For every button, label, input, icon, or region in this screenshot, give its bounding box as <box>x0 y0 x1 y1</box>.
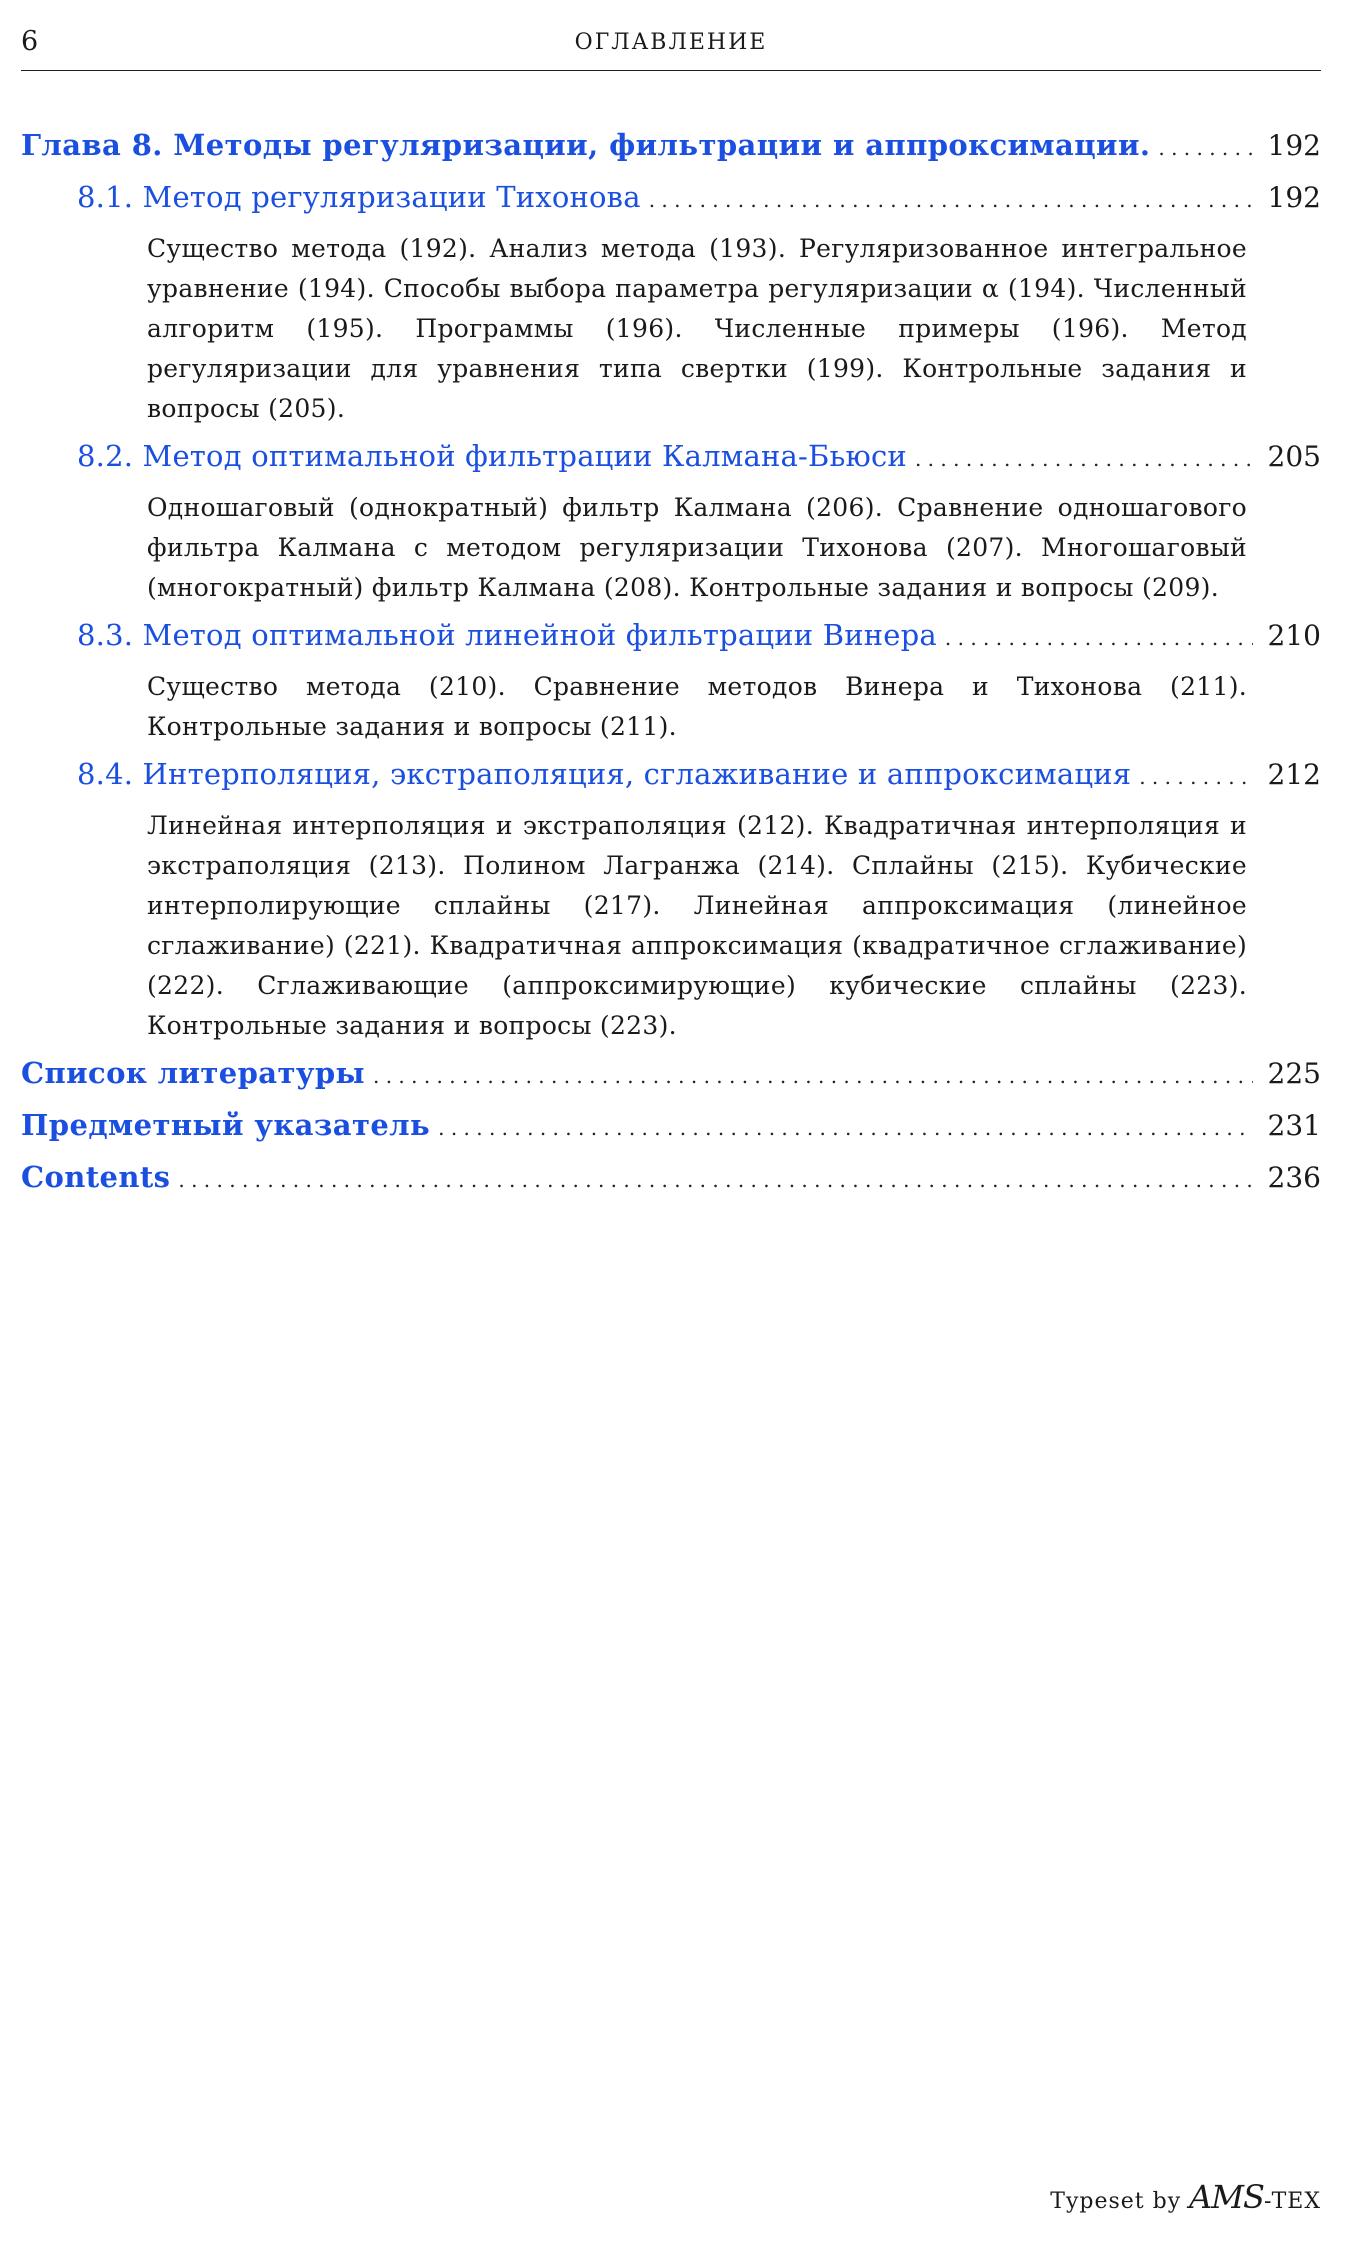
toc-section-8-1-abstract: Существо метода (192). Анализ метода (193). Регуляризованное интегральное уравнение (194). Способы выбора параметра регуляризации α (194). Численный алгоритм (195). Программы (196). Численные примеры (196). Метод регуляризации для уравнения типа свертки (199). Контрольные задания и вопросы (205). <box>147 234 1247 423</box>
dot-leader <box>438 1116 1253 1140</box>
toc-page-ref: 192 <box>1267 129 1321 162</box>
dot-leader <box>945 626 1253 650</box>
toc-section-8-1-link[interactable]: 8.1. Метод регуляризации Тихонова <box>77 180 641 214</box>
toc-section-8-4-link[interactable]: 8.4. Интерполяция, экстраполяция, сглаживание и аппроксимация <box>77 757 1132 791</box>
toc-subject-index <box>21 1108 1321 1160</box>
table-of-contents <box>21 128 1321 1212</box>
toc-bibliography-link[interactable]: Список литературы <box>21 1056 365 1090</box>
toc-bibliography <box>21 1056 1321 1108</box>
toc-page-ref: 210 <box>1267 619 1321 652</box>
tex-logo: -TEX <box>1263 2189 1321 2214</box>
toc-chapter-8-link[interactable]: Глава 8. Методы регуляризации, фильтрации и аппроксимации. <box>21 128 1151 162</box>
toc-section-8-1 <box>21 180 1321 232</box>
toc-contents <box>21 1160 1321 1212</box>
toc-section-8-2-link[interactable]: 8.2. Метод оптимальной фильтрации Калмана-Бьюси <box>77 439 907 473</box>
dot-leader <box>178 1168 1253 1192</box>
toc-section-8-2-abstract: Одношаговый (однократный) фильтр Калмана (206). Сравнение одношагового фильтра Калмана с методом регуляризации Тихонова (207). Многошаговый (многократный) фильтр Калмана (208). Контрольные задания и вопросы (209). <box>147 493 1247 602</box>
typeset-label: Typeset by <box>1050 2189 1182 2214</box>
toc-page-ref: 192 <box>1267 181 1321 214</box>
page-number: 6 <box>21 26 39 57</box>
toc-section-8-4 <box>21 757 1321 809</box>
toc-section-8-3-abstract: Существо метода (210). Сравнение методов Винера и Тихонова (211). Контрольные задания и вопросы (211). <box>147 672 1247 741</box>
toc-section-8-2 <box>21 439 1321 491</box>
toc-page-ref: 225 <box>1267 1057 1321 1090</box>
running-head <box>21 22 1321 71</box>
toc-chapter-8 <box>21 128 1321 180</box>
toc-section-8-4-abstract: Линейная интерполяция и экстраполяция (212). Квадратичная интерполяция и экстраполяция (213). Полином Лагранжа (214). Сплайны (215). Кубические интерполирующие сплайны (217). Линейная аппроксимация (линейное сглаживание) (221). Квадратичная аппроксимация (квадратичное сглаживание) (222). Сглаживающие (аппроксимирующие) кубические сплайны (223). Контрольные задания и вопросы (223). <box>147 811 1247 1040</box>
dot-leader <box>1139 765 1253 789</box>
toc-page-ref: 205 <box>1267 440 1321 473</box>
running-title: ОГЛАВЛЕНИЕ <box>574 30 768 55</box>
dot-leader <box>915 447 1253 471</box>
ams-logo: AMS <box>1189 2178 1264 2216</box>
toc-page-ref: 212 <box>1267 758 1321 791</box>
dot-leader <box>373 1064 1253 1088</box>
toc-section-8-3 <box>21 618 1321 670</box>
toc-subject-index-link[interactable]: Предметный указатель <box>21 1108 431 1142</box>
dot-leader <box>1158 136 1253 160</box>
toc-contents-link[interactable]: Contents <box>21 1160 171 1194</box>
toc-section-8-3-link[interactable]: 8.3. Метод оптимальной линейной фильтрации Винера <box>77 618 937 652</box>
toc-page-ref: 231 <box>1267 1109 1321 1142</box>
toc-page-ref: 236 <box>1267 1161 1321 1194</box>
dot-leader <box>649 188 1253 212</box>
typeset-footer <box>1050 2178 1321 2216</box>
